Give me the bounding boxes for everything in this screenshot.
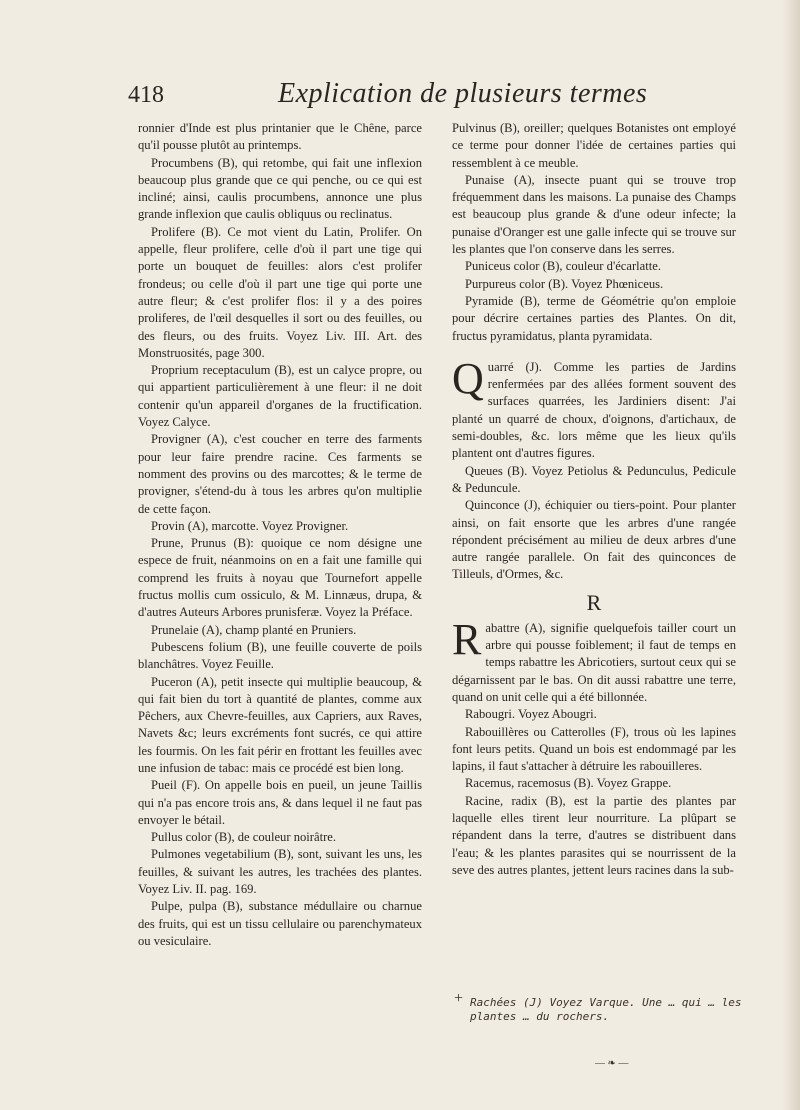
entry-text: uarré (J). Comme les parties de Jardins renfermées par des allées forment souvent des surfaces quarrées, les Jardiniers disent: J'ai planté un quarré de choux, d'oignons, d'artichaux, de semi-doubles, &c. lors même que les lieux qu'ils plantent ont d'autres figures. <box>452 359 736 461</box>
entry-paragraph: ronnier d'Inde est plus printanier que le Chêne, parce qu'il pousse plutôt au printemps. <box>138 121 422 153</box>
running-title: Explication de plusieurs termes <box>278 78 648 109</box>
right-column <box>452 120 736 879</box>
entry-paragraph: Punaise (A), insecte puant qui se trouve trop fréquemment dans les maisons. La punaise des Champs est beaucoup plus grande & d'une odeur infecte; la punaise d'Oranger est une galle infecte qui se trouve sur les plantes que l'on conserve dans les serres. <box>452 172 736 257</box>
handwritten-annotation: Rachées (J) Voyez Varque. Une … qui … les plantes … du rochers. <box>470 996 742 1023</box>
entry-paragraph: Rabouillères ou Catterolles (F), trous où les lapines font leurs petits. Quand un bois est endommagé par les lapins, il faut s'attacher à détruire les rabouilleres. <box>452 724 736 774</box>
section-letter-r: R <box>586 589 602 615</box>
entry-paragraph: Rabougri. Voyez Abougri. <box>465 707 597 722</box>
entry-paragraph: Racemus, racemosus (B). Voyez Grappe. <box>465 776 672 791</box>
entry-paragraph: Puniceus color (B), couleur d'écarlatte. <box>465 259 661 274</box>
left-column <box>138 120 422 950</box>
entry-paragraph: Provigner (A), c'est coucher en terre des farments pour leur faire prendre racine. Ces farments se nomment des provins ou des marcottes; & le terme de provigner, s'étend-du à tous les arbres qu'on multiplie de cette façon. <box>138 432 422 516</box>
entry-paragraph: Proprium receptaculum (B), est un calyce propre, ou qui appartient particulièrement à une fleur: il ne doit contenir qu'un appareil d'organes de la fructification. Voyez Calyce. <box>138 363 422 430</box>
entry-paragraph: Queues (B). Voyez Petiolus & Pedunculus, Pedicule & Peduncule. <box>452 463 736 495</box>
entry-paragraph: Purpureus color (B). Voyez Phœniceus. <box>465 276 664 291</box>
entry-paragraph: Prolifere (B). Ce mot vient du Latin, Prolifer. On appelle, fleur prolifere, celle d'où il part une tige qui porte un bouquet de feuilles: alors c'est prolifer frondeus; ou celle d'où il part une tige qui porte une autre fleur; & c'est prolifer flos: il y a des poires proliferes, de l'œil desquelles il sort ou des feuilles, ou des fleurs, ou des fruits. Voyez Liv. III. Art. des Monstruosités, page 300. <box>138 224 422 360</box>
handwritten-insert-mark: + <box>454 990 464 1007</box>
entry-paragraph: Pulmones vegetabilium (B), sont, suivant les uns, les feuilles, & suivant les autres, les trachées des plantes. Voyez Liv. II. pag. 169. <box>138 847 422 897</box>
entry-paragraph: Pueil (F). On appelle bois en pueil, un jeune Taillis qui n'a pas encore trois ans, & dans lequel il ne faut pas envoyer le bétail. <box>138 778 422 827</box>
q-section-first-entry <box>452 353 736 463</box>
entry-paragraph: Pulvinus (B), oreiller; quelques Botanistes ont employé ce terme pour donner l'idée de certaines parties qui ressemblent à ce meuble. <box>452 121 736 170</box>
entry-paragraph: Prune, Prunus (B): quoique ce nom désigne une espece de fruit, néanmoins on en a fait une famille qui comprend les fruits à noyau que Tournefort appelle fructus mollis cum ossiculo, & M. Linnæus, drupa, & d'autres Auteurs Arbores prunisferæ. Voyez la Préface. <box>138 536 422 620</box>
entry-paragraph: Pulpe, pulpa (B), substance médullaire ou charnue des fruits, qui est un tissu cellulaire ou parenchymateux ou vesiculaire. <box>138 899 422 948</box>
entry-paragraph: Quinconce (J), échiquier ou tiers-point. Pour planter ainsi, on fait ensorte que les arbres d'une rangée répondent précisément au milieu de deux arbres d'une autre rangée parallele. On fait des quinconces de Tilleuls, d'Ormes, &c. <box>452 498 736 582</box>
page-ornament: — ❧ — <box>595 1058 629 1069</box>
entry-paragraph: Pubescens folium (B), une feuille couverte de poils blanchâtres. Voyez Feuille. <box>138 639 422 672</box>
page-header <box>128 78 748 112</box>
entry-paragraph: Puceron (A), petit insecte qui multiplie beaucoup, & qui fait bien du tort à quantité de plantes, comme aux Pêchers, aux Chevre-feuilles, aux Capriers, aux Raves, Navets &c; leurs excréments font sucrés, ce qui attire les fourmis. On les fait périr en frottant les feuilles avec une infusion de tabac: mais ce procédé est bien long. <box>138 674 422 775</box>
page-number: 418 <box>128 82 164 108</box>
entry-text: abattre (A), signifie quelquefois tailler court un arbre qui pousse foiblement; il faut de temps en temps rabattre les Abricotiers, surtout ceux qui se dégarnissent par le bas. On dit aussi rabattre une terre, quand on unit celle qui a été billonnée. <box>452 620 736 704</box>
page-edge-shadow <box>782 0 800 1110</box>
drop-cap-q: Q <box>452 353 484 403</box>
entry-paragraph: Racine, radix (B), est la partie des plantes par laquelle elles tirent leur nourriture. La plûpart se répandent dans la terre, d'autres se distribuent dans l'eau; & les plantes parasites qui se nourrissent de la seve des autres plantes, jettent leurs racines dans la sub- <box>452 793 736 877</box>
entry-paragraph: Pullus color (B), de couleur noirâtre. <box>151 830 337 845</box>
entry-paragraph: Pyramide (B), terme de Géométrie qu'on emploie pour décrire certaines parties des Plantes. On dit, fructus pyramidatus, planta pyramidata. <box>452 293 736 343</box>
drop-cap-r: R <box>452 614 482 664</box>
entry-paragraph: Provin (A), marcotte. Voyez Provigner. <box>151 518 349 533</box>
entry-paragraph: Prunelaie (A), champ planté en Pruniers. <box>151 622 357 637</box>
r-section-first-entry <box>452 614 736 706</box>
entry-paragraph: Procumbens (B), qui retombe, qui fait une inflexion beaucoup plus grande que ce qui penche, ou ce qui est incliné; ainsi, caulis procumbens, annonce une plus grande inflexion que caulis obliquus ou reclinatus. <box>138 155 422 222</box>
